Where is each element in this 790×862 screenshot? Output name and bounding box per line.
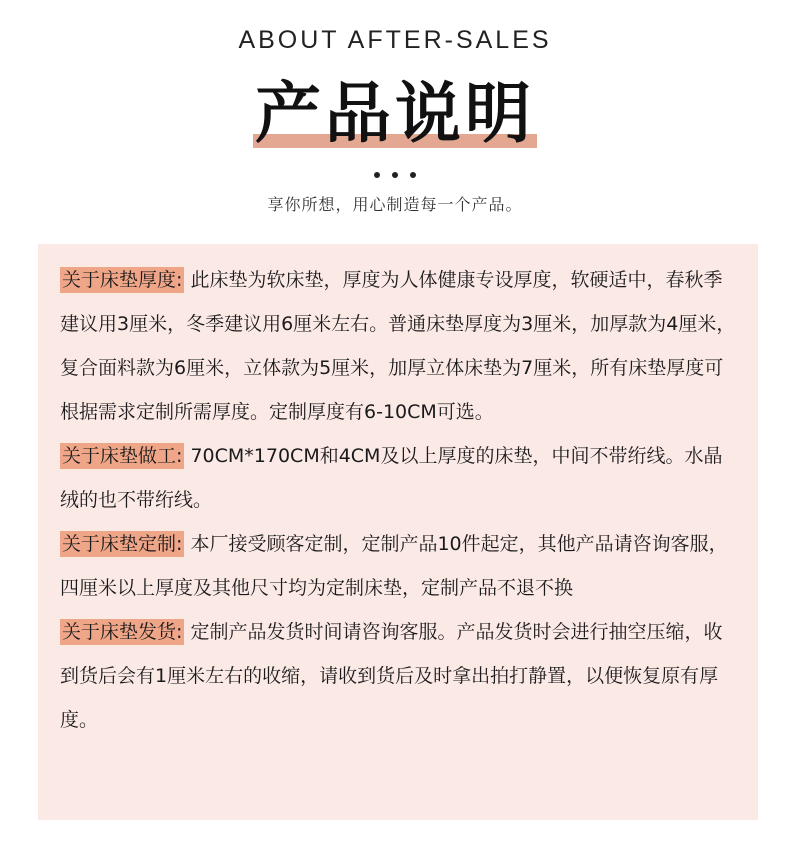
info-content	[60, 258, 740, 742]
section-text: 本厂接受顾客定制，定制产品10件起定，其他产品请咨询客服，四厘米以上厚度及其他尺寸均为定制床垫，定制产品不退不换	[60, 533, 728, 599]
title-wrap	[0, 74, 790, 154]
dot	[392, 172, 398, 178]
section-label: 关于床垫厚度:	[62, 269, 183, 291]
section-text: 此床垫为软床垫，厚度为人体健康专设厚度，软硬适中，春秋季建议用3厘米，冬季建议用6厘米左右。普通床垫厚度为3厘米，加厚款为4厘米，复合面料款为6厘米，立体款为5厘米，加厚立体床垫为7厘米，所有床垫厚度可根据需求定制所需厚度。定制厚度有6-10CM可选。	[60, 269, 736, 423]
section-label: 关于床垫定制:	[62, 533, 183, 555]
tagline: 享你所想，用心制造每一个产品。	[267, 195, 523, 214]
section-shipping	[60, 610, 740, 742]
section-label: 关于床垫做工:	[62, 445, 183, 467]
section-label: 关于床垫发货:	[62, 621, 183, 643]
section-thickness	[60, 258, 740, 434]
section-text: 70CM*170CM和4CM及以上厚度的床垫，中间不带绗线。水晶绒的也不带绗线。	[60, 445, 723, 511]
section-workmanship	[60, 434, 740, 522]
dot	[410, 172, 416, 178]
section-text: 定制产品发货时间请咨询客服。产品发货时会进行抽空压缩，收到货后会有1厘米左右的收缩，请收到货后及时拿出拍打静置，以便恢复原有厚度。	[60, 621, 723, 731]
dots-divider	[0, 172, 790, 178]
subtitle-en: ABOUT AFTER-SALES	[238, 26, 552, 54]
section-customization	[60, 522, 740, 610]
page-title: 产品说明	[255, 75, 535, 152]
dot	[374, 172, 380, 178]
